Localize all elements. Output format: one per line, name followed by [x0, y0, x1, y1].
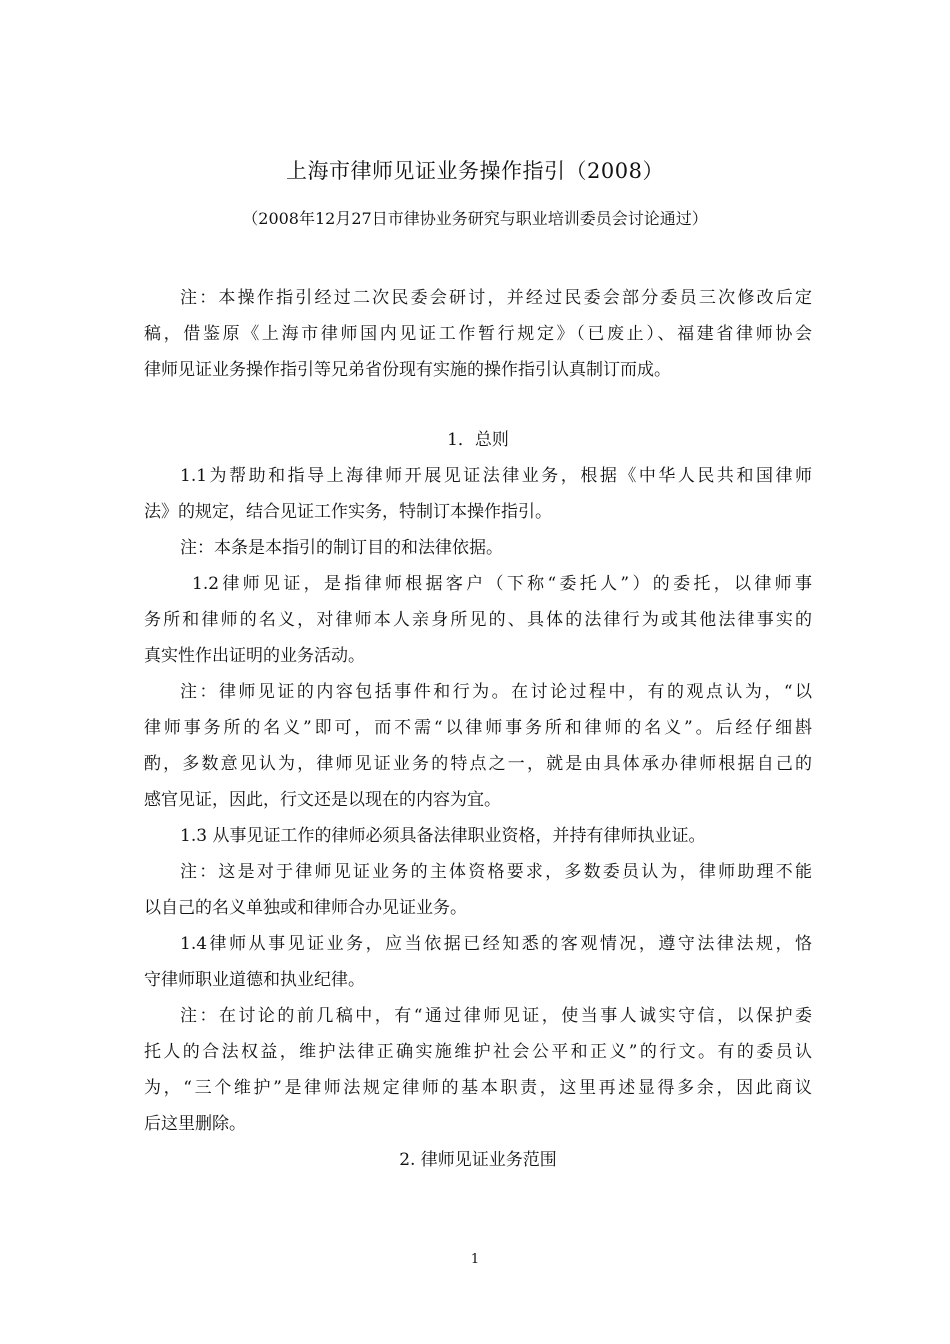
section-heading-1: 1．总则 — [447, 430, 509, 450]
note-1-3 — [144, 854, 812, 926]
note-1-4 — [144, 998, 812, 1142]
document-body — [144, 280, 812, 1178]
note-1-1: 注：本条是本指引的制订目的和法律依据。 — [180, 538, 503, 558]
clause-line: 1.1为帮助和指导上海律师开展见证法律业务，根据《中华人民共和国律师 — [180, 466, 812, 486]
clause-line: 法》的规定，结合见证工作实务，特制订本操作指引。 — [144, 502, 552, 522]
note-1-2 — [144, 674, 812, 818]
clause-1-4 — [144, 926, 812, 998]
spacer — [144, 388, 812, 422]
intro-note — [144, 280, 812, 388]
note-line: 注：这是对于律师见证业务的主体资格要求，多数委员认为，律师助理不能 — [180, 862, 812, 882]
clause-1-3: 1.3 从事见证工作的律师必须具备法律职业资格，并持有律师执业证。 — [180, 826, 706, 846]
note-line: 律师事务所的名义”即可，而不需“以律师事务所和律师的名义”。后经仔细斟 — [144, 718, 812, 738]
note-line: 后这里删除。 — [144, 1114, 246, 1134]
note-line: 酌，多数意见认为，律师见证业务的特点之一，就是由具体承办律师根据自己的 — [144, 754, 812, 774]
note-line: 为，“三个维护”是律师法规定律师的基本职责，这里再述显得多余，因此商议 — [144, 1078, 812, 1098]
note-line: 以自己的名义单独或和律师合办见证业务。 — [144, 898, 467, 918]
clause-line: 1.4律师从事见证业务，应当依据已经知悉的客观情况，遵守法律法规，恪 — [180, 934, 812, 954]
note-line: 托人的合法权益，维护法律正确实施维护社会公平和正义”的行文。有的委员认 — [144, 1042, 812, 1062]
clause-line: 守律师职业道德和执业纪律。 — [144, 970, 365, 990]
document-title: 上海市律师见证业务操作指引（2008） — [286, 159, 664, 183]
clause-line: 务所和律师的名义，对律师本人亲身所见的、具体的法律行为或其他法律事实的 — [144, 610, 812, 630]
note-line: 注：在讨论的前几稿中，有“通过律师见证，使当事人诚实守信，以保护委 — [180, 1006, 812, 1026]
clause-line: 真实性作出证明的业务活动。 — [144, 646, 365, 666]
document-subtitle: （2008年12月27日市律协业务研究与职业培训委员会讨论通过） — [242, 209, 708, 228]
note-line: 注：律师见证的内容包括事件和行为。在讨论过程中，有的观点认为，“以 — [180, 682, 812, 702]
clause-1-2 — [144, 566, 812, 674]
intro-line: 律师见证业务操作指引等兄弟省份现有实施的操作指引认真制订而成。 — [144, 360, 671, 380]
page-number: 1 — [470, 1252, 480, 1267]
intro-line: 注：本操作指引经过二次民委会研讨，并经过民委会部分委员三次修改后定 — [180, 288, 812, 308]
clause-line: 1.2律师见证，是指律师根据客户（下称“委托人”）的委托，以律师事 — [192, 574, 812, 594]
clause-1-1 — [144, 458, 812, 530]
intro-line: 稿，借鉴原《上海市律师国内见证工作暂行规定》（已废止）、福建省律师协会 — [144, 324, 812, 344]
note-line: 感官见证，因此，行文还是以现在的内容为宜。 — [144, 790, 501, 810]
section-heading-2: 2. 律师见证业务范围 — [399, 1150, 557, 1170]
